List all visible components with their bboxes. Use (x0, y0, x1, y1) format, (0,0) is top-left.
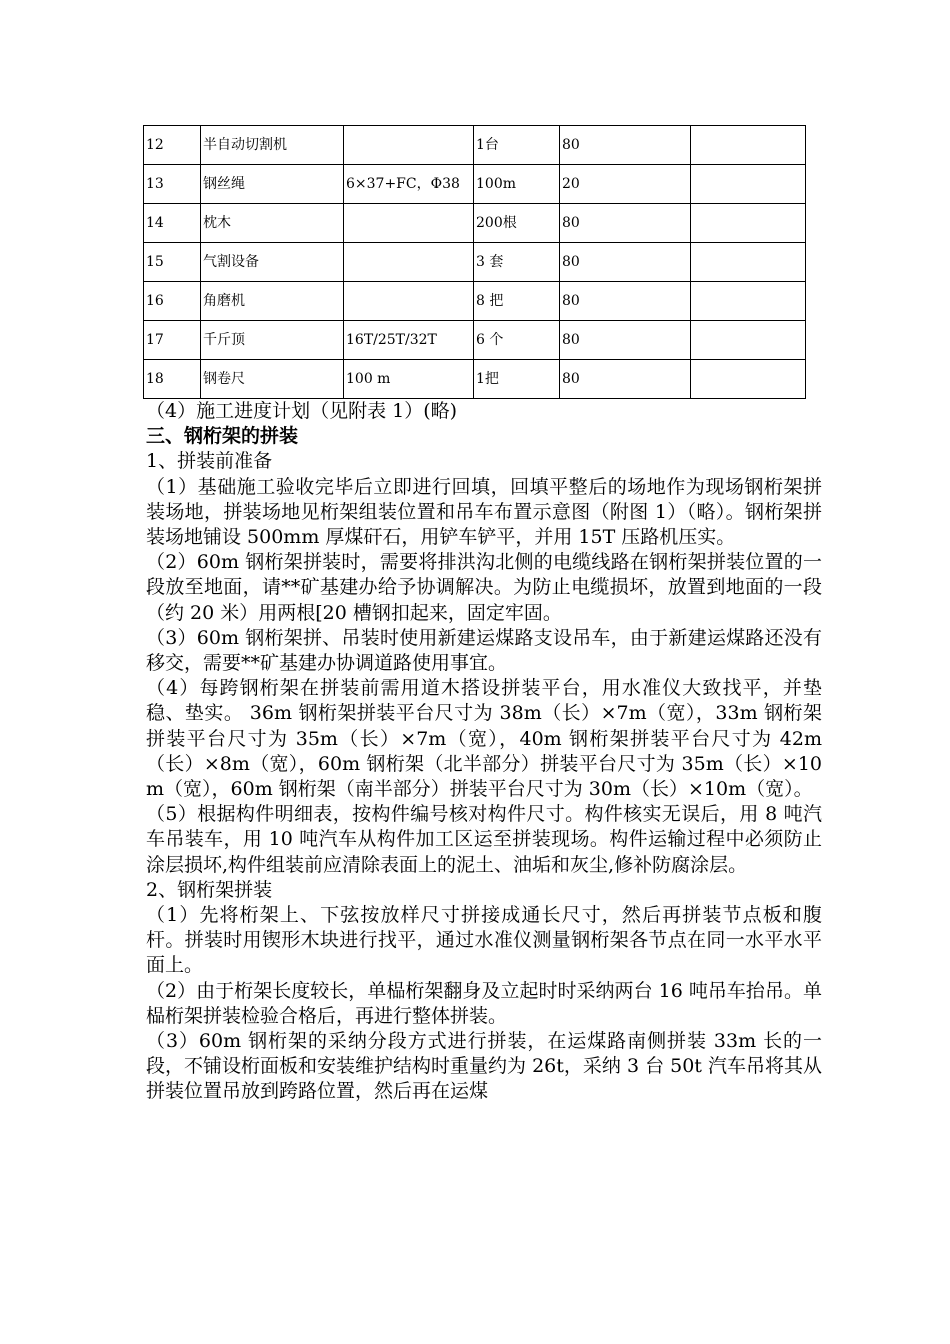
cell-spec: 100 m (344, 360, 474, 399)
paragraph: （2）60m 钢桁架拼装时，需要将排洪沟北侧的电缆线路在钢桁架拼装位置的一段放至地面，请**矿基建办给予协调解决。为防止电缆损坏，放置到地面的一段（约 20 米）用两根[20 槽钢扣起来，固定牢固。 (146, 551, 822, 624)
cell-spec: 16T/25T/32T (344, 321, 474, 360)
cell-percent: 20 (560, 165, 691, 204)
table-row (144, 204, 806, 243)
cell-name: 角磨机 (201, 282, 344, 321)
cell-note (691, 243, 806, 282)
cell-number: 13 (144, 165, 201, 204)
cell-note (691, 360, 806, 399)
cell-name: 千斤顶 (201, 321, 344, 360)
cell-spec (344, 204, 474, 243)
cell-number: 15 (144, 243, 201, 282)
cell-number: 17 (144, 321, 201, 360)
equipment-table-body (144, 126, 806, 399)
cell-number: 14 (144, 204, 201, 243)
cell-quantity: 1把 (474, 360, 560, 399)
cell-spec (344, 126, 474, 165)
cell-name: 气割设备 (201, 243, 344, 282)
paragraph: （4）每跨钢桁架在拼装前需用道木搭设拼装平台，用水准仪大致找平，并垫稳、垫实。 36m 钢桁架拼装平台尺寸为 38m（长）×7m（宽），33m 钢桁架拼装平台尺寸为 35m（长）×7m（宽），40m 钢桁架拼装平台尺寸为 42m（长）×8m（宽），60m 钢桁架（北半部分）拼装平台尺寸为 35m（长）×10m（宽），60m 钢桁架（南半部分）拼装平台尺寸为 30m（长）×10m（宽）。 (146, 677, 822, 801)
cell-name: 钢卷尺 (201, 360, 344, 399)
paragraph: （3）60m 钢桁架拼、吊装时使用新建运煤路支设吊车，由于新建运煤路还没有移交，需要**矿基建办协调道路使用事宜。 (146, 626, 822, 675)
paragraph: 1、拼装前准备 (146, 450, 273, 473)
paragraph: （1）先将桁架上、下弦按放样尺寸拼接成通长尺寸，然后再拼装节点板和腹杆。拼装时用锲形木块进行找平，通过水准仪测量钢桁架各节点在同一水平水平面上。 (146, 904, 822, 977)
cell-note (691, 204, 806, 243)
table-row (144, 165, 806, 204)
paragraph: （3）60m 钢桁架的采纳分段方式进行拼装，在运煤路南侧拼装 33m 长的一段，不铺设桁面板和安装维护结构时重量约为 26t，采纳 3 台 50t 汽车吊将其从拼装位置吊放到跨路位置，然后再在运煤 (146, 1030, 822, 1103)
table-row (144, 360, 806, 399)
cell-quantity: 6 个 (474, 321, 560, 360)
cell-note (691, 321, 806, 360)
cell-quantity: 200根 (474, 204, 560, 243)
cell-percent: 80 (560, 321, 691, 360)
cell-percent: 80 (560, 204, 691, 243)
table-row (144, 243, 806, 282)
cell-percent: 80 (560, 360, 691, 399)
cell-name: 枕木 (201, 204, 344, 243)
paragraph: （4）施工进度计划（见附表 1）(略) (146, 400, 458, 422)
cell-note (691, 165, 806, 204)
equipment-table (143, 125, 806, 399)
cell-spec (344, 282, 474, 321)
cell-quantity: 1台 (474, 126, 560, 165)
cell-percent: 80 (560, 243, 691, 282)
cell-note (691, 126, 806, 165)
cell-quantity: 3 套 (474, 243, 560, 282)
document-body (146, 399, 822, 1105)
cell-number: 18 (144, 360, 201, 399)
table-row (144, 126, 806, 165)
cell-name: 钢丝绳 (201, 165, 344, 204)
table-row (144, 282, 806, 321)
cell-percent: 80 (560, 282, 691, 321)
table-row (144, 321, 806, 360)
section-heading: 三、钢桁架的拼装 (146, 425, 299, 448)
paragraph: 2、钢桁架拼装 (146, 878, 273, 901)
cell-spec (344, 243, 474, 282)
cell-number: 16 (144, 282, 201, 321)
cell-number: 12 (144, 126, 201, 165)
cell-quantity: 8 把 (474, 282, 560, 321)
paragraph: （5）根据构件明细表，按构件编号核对构件尺寸。构件核实无误后，用 8 吨汽车吊装车，用 10 吨汽车从构件加工区运至拼装现场。构件运输过程中必须防止涂层损坏,构件组装前应清除表面上的泥土、油垢和灰尘,修补防腐涂层。 (146, 803, 822, 876)
cell-spec: 6×37+FC，Φ38 (344, 165, 474, 204)
paragraph: （1）基础施工验收完毕后立即进行回填，回填平整后的场地作为现场钢桁架拼装场地，拼装场地见桁架组装位置和吊车布置示意图（附图 1）（略）。钢桁架拼装场地铺设 500mm 厚煤矸石，用铲车铲平，并用 15T 压路机压实。 (146, 475, 822, 549)
cell-quantity: 100m (474, 165, 560, 204)
cell-percent: 80 (560, 126, 691, 165)
cell-name: 半自动切割机 (201, 126, 344, 165)
paragraph: （2）由于桁架长度较长，单榀桁架翻身及立起时时采纳两台 16 吨吊车抬吊。单榀桁架拼装检验合格后，再进行整体拼装。 (146, 979, 822, 1027)
cell-note (691, 282, 806, 321)
